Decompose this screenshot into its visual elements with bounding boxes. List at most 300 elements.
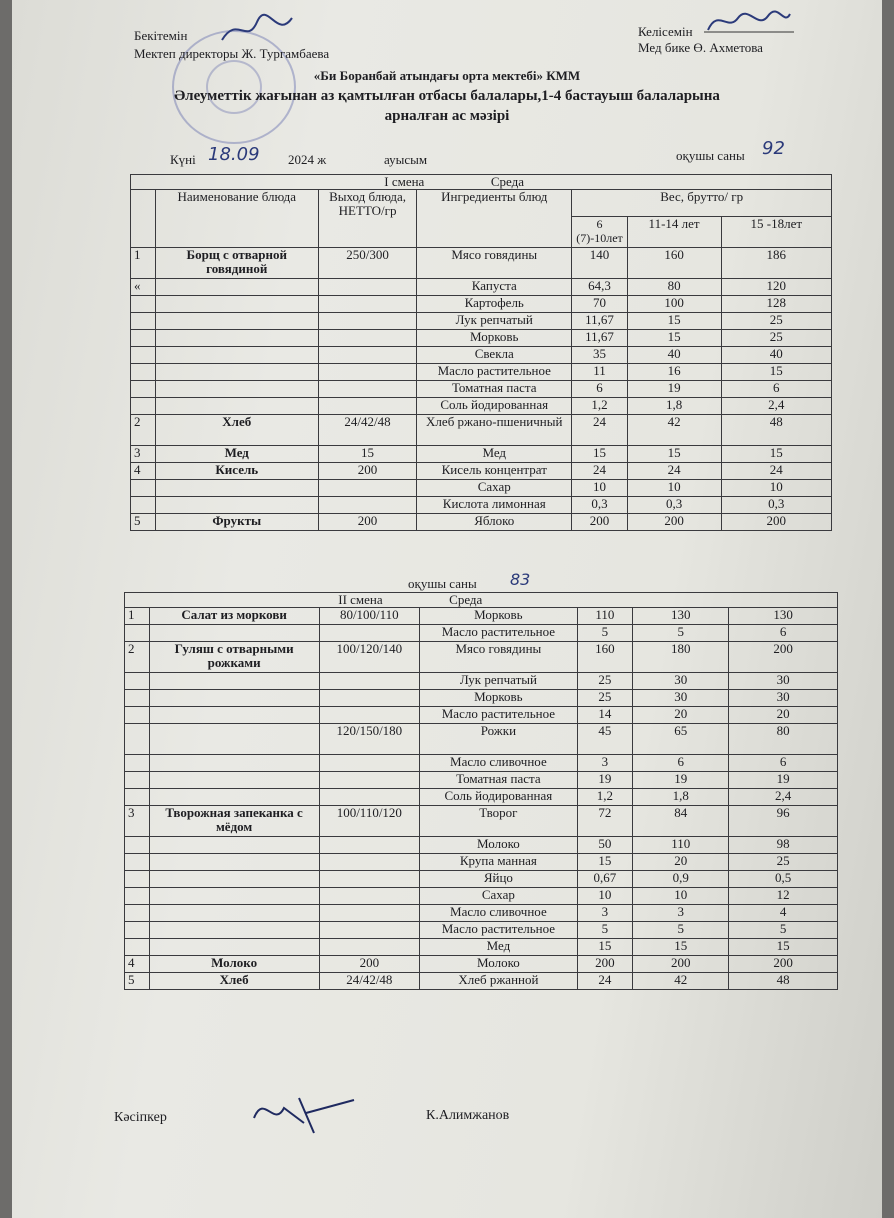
weight-age-c: 186 [721,248,831,279]
row-number [125,854,150,871]
ingredient-name: Лук репчатый [420,673,578,690]
weight-age-a: 1,2 [572,398,627,415]
dish-output [319,381,417,398]
ingredient-name: Творог [420,806,578,837]
weight-age-b: 20 [633,707,729,724]
weight-age-a: 0,67 [577,871,632,888]
dish-output [319,789,419,806]
dish-name [155,398,318,415]
col-age-a-header: 6 (7)-10лет [572,217,627,248]
dish-name [149,625,319,642]
dish-output [319,347,417,364]
weight-age-b: 3 [633,905,729,922]
weight-age-b: 20 [633,854,729,871]
row-number [131,398,156,415]
table-row [131,463,832,480]
ingredient-name: Томатная паста [420,772,578,789]
dish-name [155,296,318,313]
shift2-menu-table [124,592,838,990]
row-number [131,480,156,497]
table-row [131,480,832,497]
ingredient-name: Крупа манная [420,854,578,871]
weight-age-a: 10 [572,480,627,497]
col-weight-header: Вес, брутто/ гр [572,190,832,217]
weight-age-a: 11,67 [572,330,627,347]
row-number [125,707,150,724]
dish-name [149,871,319,888]
table-row [125,922,838,939]
school-name: «Би Боранбай атындағы орта мектебі» КММ [313,68,581,83]
dish-name [155,347,318,364]
weight-age-a: 0,3 [572,497,627,514]
dish-name: Хлеб [149,973,319,990]
ingredient-name: Сахар [420,888,578,905]
dish-output [319,497,417,514]
entrepreneur-signature [244,1088,364,1138]
weight-age-a: 25 [577,690,632,707]
dish-name: Борщ с отварной говядиной [155,248,318,279]
weight-age-b: 15 [627,446,721,463]
row-number: « [131,279,156,296]
weight-age-a: 15 [572,446,627,463]
weight-age-b: 180 [633,642,729,673]
table-row [125,707,838,724]
weight-age-a: 10 [577,888,632,905]
dish-output [319,922,419,939]
weight-age-b: 100 [627,296,721,313]
table-row [131,330,832,347]
row-number: 3 [131,446,156,463]
row-number: 5 [131,514,156,531]
weight-age-b: 42 [627,415,721,446]
day-label: Күні [170,152,196,167]
table-row [125,837,838,854]
row-number [131,381,156,398]
row-number [131,313,156,330]
weight-age-c: 2,4 [729,789,838,806]
weight-age-a: 15 [577,939,632,956]
table-row [125,673,838,690]
dish-name [155,364,318,381]
dish-name [149,755,319,772]
col-ingr-header: Ингредиенты блюд [417,190,572,248]
weight-age-c: 15 [721,364,831,381]
weight-age-c: 6 [729,755,838,772]
row-number: 1 [125,608,150,625]
weight-age-c: 12 [729,888,838,905]
ingredient-name: Масло растительное [420,625,578,642]
dish-name: Кисель [155,463,318,480]
weight-age-c: 20 [729,707,838,724]
weight-age-a: 5 [577,625,632,642]
table1-top-row [131,175,832,190]
dish-output [319,837,419,854]
table-row [125,755,838,772]
dish-name: Творожная запеканка с мёдом [149,806,319,837]
year-label: 2024 ж [288,152,327,167]
weight-age-a: 24 [572,463,627,480]
weight-age-b: 110 [633,837,729,854]
weight-age-b: 200 [627,514,721,531]
dish-output: 200 [319,463,417,480]
weight-age-b: 24 [627,463,721,480]
dish-name [149,854,319,871]
weight-age-a: 70 [572,296,627,313]
dish-output [319,330,417,347]
dish-output [319,905,419,922]
nurse-name: Мед бике Ө. Ахметова [638,40,763,55]
ingredient-name: Масло растительное [420,707,578,724]
weight-age-b: 0,9 [633,871,729,888]
entrepreneur-name: К.Алимжанов [426,1108,510,1123]
weight-age-c: 6 [721,381,831,398]
weight-age-b: 84 [633,806,729,837]
dish-output: 200 [319,514,417,531]
col-age-c-header: 15 -18лет [721,217,831,248]
dish-name: Хлеб [155,415,318,446]
table-row [131,248,832,279]
row-number [131,497,156,514]
col-number-header [131,190,156,248]
dish-output: 24/42/48 [319,415,417,446]
ingredient-name: Кислота лимонная [417,497,572,514]
weight-age-a: 50 [577,837,632,854]
row-number [125,755,150,772]
weight-age-b: 130 [633,608,729,625]
dish-output: 15 [319,446,417,463]
table-row [125,939,838,956]
col-name-header: Наименование блюда [155,190,318,248]
dish-name [155,480,318,497]
row-number [125,673,150,690]
row-number [131,296,156,313]
weight-age-b: 15 [633,939,729,956]
row-number: 4 [131,463,156,480]
dish-name [149,939,319,956]
weight-age-a: 6 [572,381,627,398]
weight-age-a: 5 [577,922,632,939]
ingredient-name: Яйцо [420,871,578,888]
weight-age-a: 3 [577,905,632,922]
weight-age-c: 4 [729,905,838,922]
weight-age-a: 11,67 [572,313,627,330]
weight-age-a: 24 [577,973,632,990]
dish-output [319,364,417,381]
dish-output: 80/100/110 [319,608,419,625]
weight-age-a: 110 [577,608,632,625]
row-number: 4 [125,956,150,973]
weight-age-c: 19 [729,772,838,789]
table-row [131,415,832,446]
weight-age-a: 72 [577,806,632,837]
row-number [125,789,150,806]
dish-output [319,772,419,789]
dish-output [319,939,419,956]
table-row [125,789,838,806]
dish-output: 120/150/180 [319,724,419,755]
dish-name [149,789,319,806]
weight-age-a: 1,2 [577,789,632,806]
row-number [131,330,156,347]
table-row [125,871,838,888]
weight-age-c: 25 [729,854,838,871]
dish-name [149,837,319,854]
table-row [125,888,838,905]
ingredient-name: Сахар [417,480,572,497]
weight-age-b: 65 [633,724,729,755]
weight-age-b: 0,3 [627,497,721,514]
menu-title-line1: Әлеуметтік жағынан аз қамтылған отбасы балалары,1-4 бастауыш балаларына [174,88,720,104]
row-number [125,625,150,642]
weight-age-a: 25 [577,673,632,690]
table-row [125,608,838,625]
dish-output: 250/300 [319,248,417,279]
weight-age-c: 30 [729,673,838,690]
table-row [125,854,838,871]
menu-sheet [12,0,882,1218]
weight-age-c: 10 [721,480,831,497]
weight-age-b: 15 [627,313,721,330]
menu-title-line2: арналған ас мәзірі [384,108,510,124]
weight-age-c: 0,5 [729,871,838,888]
ingredient-name: Яблоко [417,514,572,531]
ingredient-name: Молоко [420,837,578,854]
table-row [131,279,832,296]
weight-age-c: 96 [729,806,838,837]
dish-name: Молоко [149,956,319,973]
director-signature [217,10,297,50]
dish-name [149,772,319,789]
table-row [131,313,832,330]
weight-age-c: 98 [729,837,838,854]
row-number [131,364,156,381]
pupils-count-2: 83 [510,570,531,589]
table-row [131,296,832,313]
table-row [125,905,838,922]
weight-age-a: 14 [577,707,632,724]
dish-output [319,690,419,707]
weight-age-a: 11 [572,364,627,381]
weight-age-b: 19 [627,381,721,398]
ingredient-name: Масло растительное [417,364,572,381]
row-number [125,772,150,789]
ingredient-name: Кисель концентрат [417,463,572,480]
ingredient-name: Морковь [420,608,578,625]
col-age-b-header: 11-14 лет [627,217,721,248]
ingredient-name: Томатная паста [417,381,572,398]
ingredient-name: Рожки [420,724,578,755]
col-out-header: Выход блюда, НЕТТО/гр [319,190,417,248]
weight-age-c: 15 [721,446,831,463]
row-number [131,347,156,364]
weight-age-a: 140 [572,248,627,279]
table-row [131,381,832,398]
weight-age-b: 5 [633,922,729,939]
weight-age-b: 40 [627,347,721,364]
row-number: 3 [125,806,150,837]
weight-age-c: 40 [721,347,831,364]
shift1-label: I смена [384,174,425,189]
dish-output [319,755,419,772]
nurse-signature [704,4,794,38]
dish-name [149,673,319,690]
weight-age-b: 42 [633,973,729,990]
weight-age-b: 1,8 [627,398,721,415]
row-number: 2 [125,642,150,673]
weight-age-b: 160 [627,248,721,279]
ingredient-name: Мед [420,939,578,956]
weight-age-c: 25 [721,330,831,347]
row-number [125,939,150,956]
weight-age-c: 30 [729,690,838,707]
dish-output: 24/42/48 [319,973,419,990]
ingredient-name: Масло растительное [420,922,578,939]
weight-age-a: 15 [577,854,632,871]
dish-output [319,707,419,724]
row-number [125,724,150,755]
weight-age-c: 48 [729,973,838,990]
weight-age-b: 30 [633,690,729,707]
weight-age-c: 128 [721,296,831,313]
ingredient-name: Мясо говядины [417,248,572,279]
dish-name: Фрукты [155,514,318,531]
dish-output [319,313,417,330]
table-row [131,364,832,381]
shift2-label: II смена [338,592,383,607]
table-row [125,724,838,755]
dish-output: 100/120/140 [319,642,419,673]
day-handwritten: 18.09 [208,144,260,165]
row-number [125,871,150,888]
pupils-label-2: оқушы саны [408,576,477,591]
table-row [125,625,838,642]
row-number: 1 [131,248,156,279]
weight-age-a: 3 [577,755,632,772]
row-number [125,905,150,922]
table-row [131,398,832,415]
shift-label: ауысым [384,152,428,167]
weight-age-a: 200 [577,956,632,973]
weight-age-c: 0,3 [721,497,831,514]
weight-age-c: 200 [729,956,838,973]
weight-age-a: 45 [577,724,632,755]
weight-age-a: 35 [572,347,627,364]
dish-name [149,905,319,922]
weight-age-a: 19 [577,772,632,789]
table-row [125,690,838,707]
ingredient-name: Молоко [420,956,578,973]
dish-name [155,313,318,330]
dish-name [155,497,318,514]
weight-age-b: 10 [633,888,729,905]
table-row [125,956,838,973]
table-row [131,347,832,364]
table-row [131,446,832,463]
dish-name [149,707,319,724]
weight-age-b: 1,8 [633,789,729,806]
ingredient-name: Соль йодированная [417,398,572,415]
weight-age-c: 24 [721,463,831,480]
weight-age-c: 5 [729,922,838,939]
shift2-day: Среда [449,592,483,607]
weight-age-c: 130 [729,608,838,625]
weight-age-a: 160 [577,642,632,673]
dish-name: Гуляш с отварными рожками [149,642,319,673]
weight-age-b: 5 [633,625,729,642]
weight-age-b: 15 [627,330,721,347]
ingredient-name: Картофель [417,296,572,313]
weight-age-c: 200 [721,514,831,531]
dish-output [319,871,419,888]
shift1-menu-table [130,174,832,531]
dish-name [155,330,318,347]
weight-age-b: 19 [633,772,729,789]
weight-age-a: 64,3 [572,279,627,296]
weight-age-b: 30 [633,673,729,690]
director-name: Мектеп директоры Ж. Тургамбаева [134,46,330,61]
pupils-count-1: 92 [762,138,785,159]
weight-age-b: 80 [627,279,721,296]
shift1-day: Среда [490,174,524,189]
ingredient-name: Мед [417,446,572,463]
ingredient-name: Хлеб ржано-пшеничный [417,415,572,446]
dish-output [319,673,419,690]
ingredient-name: Лук репчатый [417,313,572,330]
dish-output: 200 [319,956,419,973]
dish-output [319,279,417,296]
row-number [125,690,150,707]
dish-name [155,279,318,296]
dish-output [319,888,419,905]
dish-output [319,854,419,871]
ingredient-name: Свекла [417,347,572,364]
weight-age-c: 80 [729,724,838,755]
weight-age-a: 200 [572,514,627,531]
ingredient-name: Морковь [420,690,578,707]
dish-name [149,724,319,755]
weight-age-b: 6 [633,755,729,772]
table-row [131,514,832,531]
table-row [125,806,838,837]
weight-age-b: 10 [627,480,721,497]
dish-name [155,381,318,398]
weight-age-b: 16 [627,364,721,381]
ingredient-name: Капуста [417,279,572,296]
dish-output [319,398,417,415]
ingredient-name: Мясо говядины [420,642,578,673]
ingredient-name: Хлеб ржанной [420,973,578,990]
dish-output [319,480,417,497]
weight-age-c: 6 [729,625,838,642]
table-row [125,772,838,789]
dish-name [149,690,319,707]
row-number: 2 [131,415,156,446]
weight-age-b: 200 [633,956,729,973]
dish-output [319,625,419,642]
table-row [125,973,838,990]
pupils-label-1: оқушы саны [676,148,745,163]
table2-top-row [125,593,838,608]
ingredient-name: Масло сливочное [420,905,578,922]
ingredient-name: Соль йодированная [420,789,578,806]
approve-label: Бекітемін [134,28,188,43]
weight-age-c: 200 [729,642,838,673]
row-number [125,922,150,939]
dish-name: Салат из моркови [149,608,319,625]
row-number: 5 [125,973,150,990]
weight-age-c: 25 [721,313,831,330]
ingredient-name: Морковь [417,330,572,347]
